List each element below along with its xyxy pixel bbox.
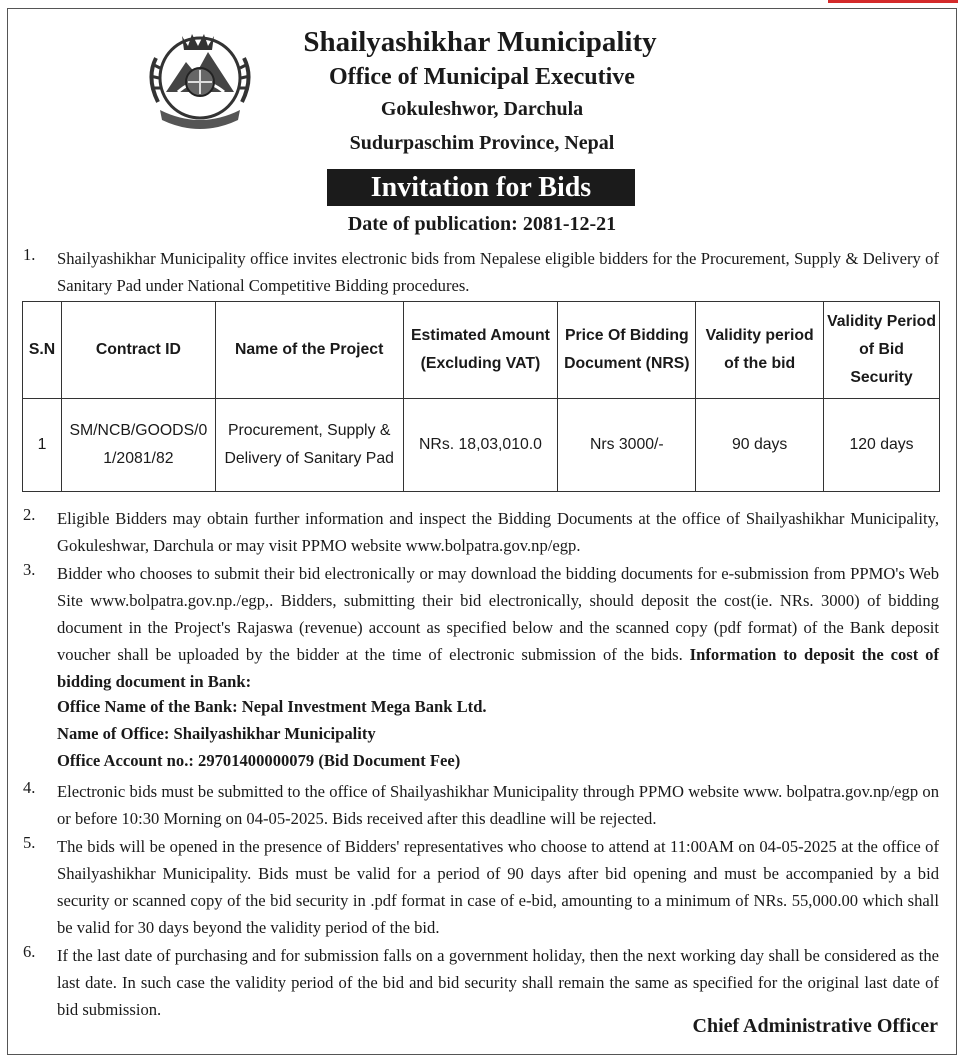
paragraph-2: Eligible Bidders may obtain further information and inspect the Bidding Documents at the office of Shailyashikhar Municipality, Gokuleshwar, Darchula or may visit PPMO website www.bolpatra.gov.np/egp.	[57, 509, 939, 555]
bank-info-heading: Information to deposit the cost of bidding document in Bank:	[57, 645, 939, 691]
paragraph-number-2: 2.	[23, 505, 36, 524]
table-cell-estimated-amount: NRs. 18,03,010.0	[403, 399, 558, 492]
paragraph-6: If the last date of purchasing and for submission falls on a government holiday, then the next working day shall be considered as the last date. In such case the validity period of the bid and bid security shall remain the same as specified for the original last date of bid submission.	[57, 946, 939, 1019]
paragraph-1: Shailyashikhar Municipality office invites electronic bids from Nepalese eligible bidders for the Procurement, Supply & Delivery of Sanitary Pad under National Competitive Bidding procedures.	[57, 249, 939, 295]
table-cell-bid-validity: 90 days	[696, 399, 824, 492]
publication-date: Date of publication: 2081-12-21	[347, 213, 617, 235]
bid-table	[22, 301, 940, 492]
paragraph-4: Electronic bids must be submitted to the office of Shailyashikhar Municipality through PPMO website www. bolpatra.gov.np/egp on or before 10:30 Morning on 04-05-2025. Bids received after this deadline will be rejected.	[57, 782, 939, 828]
table-header-cell: S.N	[23, 302, 62, 399]
bank-name: Office Name of the Bank: Nepal Investment Mega Bank Ltd.	[57, 697, 487, 716]
paragraph-number-5: 5.	[23, 833, 36, 852]
table-row	[23, 399, 940, 492]
table-header-cell: Validity period of the bid	[696, 302, 824, 399]
table-cell-document-price: Nrs 3000/-	[558, 399, 696, 492]
paragraph-number-4: 4.	[23, 778, 36, 797]
table-cell-sn: 1	[23, 399, 62, 492]
paragraph-number-3: 3.	[23, 560, 36, 579]
paragraph-3	[57, 560, 939, 695]
municipality-name: Shailyashikhar Municipality	[303, 26, 657, 58]
table-cell-project-name: Procurement, Supply & Delivery of Sanitary Pad	[215, 399, 403, 492]
table-cell-security-validity: 120 days	[824, 399, 940, 492]
table-header-cell: Name of the Project	[215, 302, 403, 399]
paragraph-number-1: 1.	[23, 245, 36, 264]
notice-title: Invitation for Bids	[327, 169, 635, 206]
address-line-2: Sudurpaschim Province, Nepal	[349, 132, 615, 154]
office-account: Office Account no.: 29701400000079 (Bid Document Fee)	[57, 751, 461, 770]
top-red-accent-bar	[828, 0, 958, 3]
table-header-cell: Price Of Bidding Document (NRS)	[558, 302, 696, 399]
paragraph-5: The bids will be opened in the presence of Bidders' representatives who choose to attend at 11:00AM on 04-05-2025 at the office of Shailyashikhar Municipality. Bids must be valid for a period of 90 days after bid opening and must be accompanied by a bid security or scanned copy of the bid security in .pdf format in case of e-bid, amounting to a minimum of NRs. 55,000.00 which shall be valid for 30 days beyond the validity period of the bid.	[57, 837, 939, 937]
paragraph-3-text: Bidder who chooses to submit their bid electronically or may download the bidding documents for e-submission from PPMO's Web Site www.bolpatra.gov.np./egp,. Bidders, submitting their bid electronically, should deposit the cost(ie. NRs. 3000) of bidding document in the Project's Rajaswa (revenue) account as specified below and the scanned copy (pdf format) of the Bank deposit voucher shall be uploaded by the bidder at the time of electronic submission of the bids.	[57, 564, 939, 664]
paragraph-number-6: 6.	[23, 942, 36, 961]
table-cell-contract-id: SM/NCB/GOODS/01/2081/82	[61, 399, 215, 492]
office-name-line: Name of Office: Shailyashikhar Municipality	[57, 724, 376, 743]
address-line-1: Gokuleshwor, Darchula	[380, 98, 584, 120]
table-header-row	[23, 302, 940, 399]
office-name: Office of Municipal Executive	[329, 64, 635, 90]
table-header-cell: Validity Period of Bid Security	[824, 302, 940, 399]
signature-title: Chief Administrative Officer	[692, 1015, 938, 1037]
table-header-cell: Estimated Amount (Excluding VAT)	[403, 302, 558, 399]
table-header-cell: Contract ID	[61, 302, 215, 399]
